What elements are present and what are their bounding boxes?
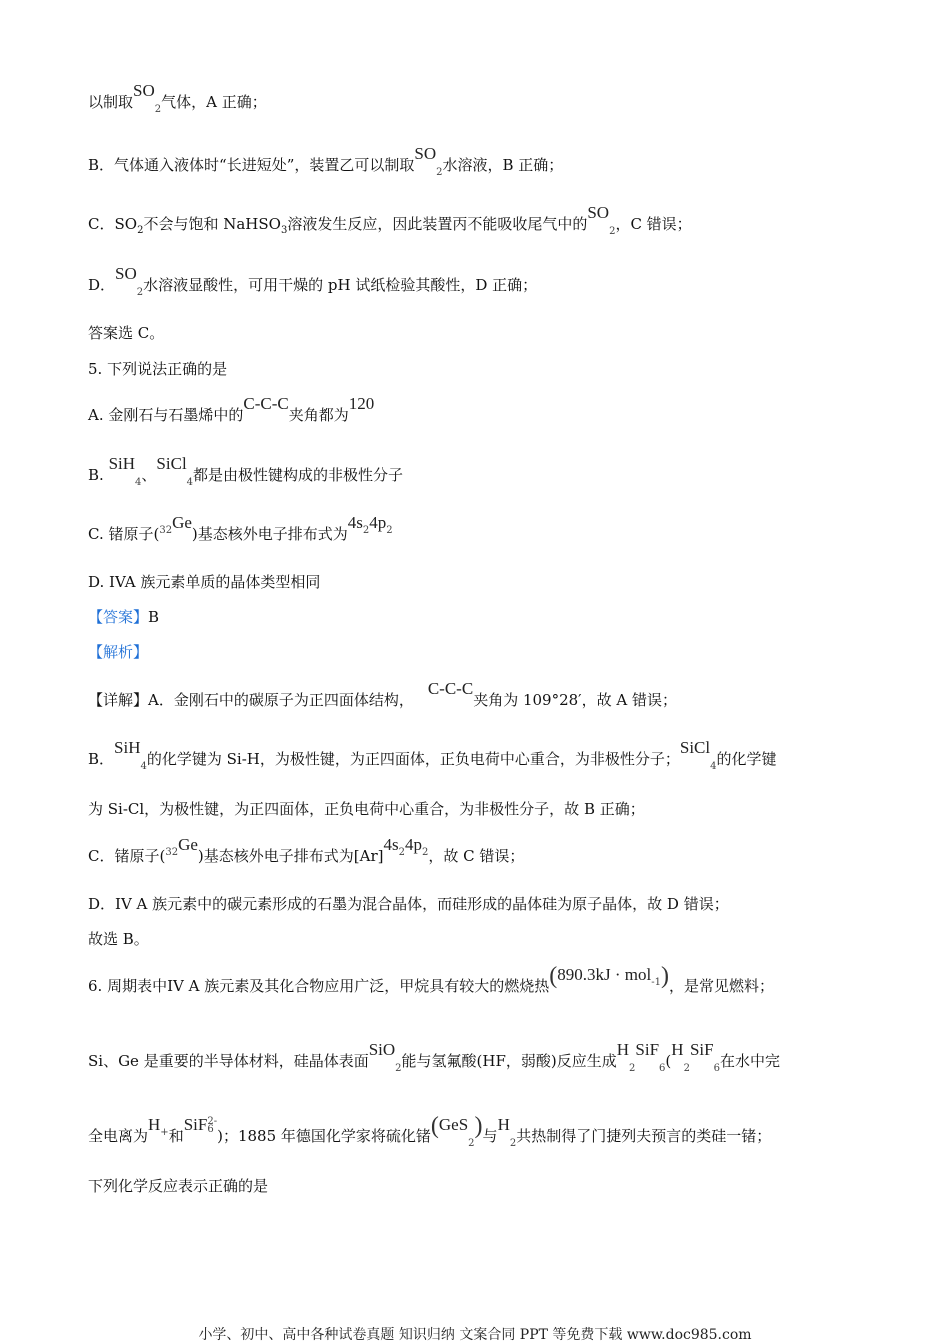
q4-line-c: C．$SO_2$不会与饱和 NaHSO$_3$溶液发生反应，因此装置丙不能吸收尾气中的$SO_2$，C 错误；: [88, 203, 692, 237]
q6-line-1: 6. 周期表中IV A 族元素及其化合物应用广泛，甲烷具有较大的燃烧热(890.3kJ · mol$^{-1}$)，是常见燃料；: [88, 963, 774, 995]
q5-detail-b1: B．SiH$_4$的化学键为 Si-H，为极性键，为正四面体，正负电荷中心重合，为非极性分子；SiCl$_4$的化学键: [88, 738, 777, 772]
answer-tag: 【答案】: [88, 608, 149, 626]
q5-option-b: B. SiH$_4$、SiCl$_4$都是由极性键构成的非极性分子: [88, 454, 404, 488]
q5-stem: 5. 下列说法正确的是: [88, 360, 228, 378]
q4-conclusion: 答案选 C。: [88, 324, 165, 342]
q5-conclusion: 故选 B。: [88, 930, 149, 948]
q6-line-4: 下列化学反应表示正确的是: [88, 1177, 269, 1195]
q5-detail-d: D．IV A 族元素中的碳元素形成的石墨为混合晶体，而硅形成的晶体硅为原子晶体，故 D 错误；: [88, 895, 729, 913]
q6-line-3: 全电离为H+和SiF 2- 6 )；1885 年德国化学家将硫化锗(GeS$_2$)与$H_2$共热制得了门捷列夫预言的类硅一锗；: [88, 1113, 772, 1149]
page-footer: 小学、初中、高中各种试卷真题 知识归纳 文案合同 PPT 等免费下载 www.doc985.com: [198, 1327, 752, 1343]
q6-line-2: Si、Ge 是重要的半导体材料，硅晶体表面SiO$_2$能与氢氟酸(HF，弱酸)反应生成$H_2SiF_6(H_2SiF_6$在水中完: [88, 1040, 780, 1074]
q5-option-a: A. 金刚石与石墨烯中的C-C-C夹角都为120: [88, 394, 375, 424]
q4-line-a: 以制取$SO_2$气体，A 正确；: [88, 81, 267, 115]
q4-line-b: B．气体通入液体时“长进短处”，装置乙可以制取$SO_2$水溶液，B 正确；: [88, 144, 564, 178]
q5-option-d: D. IVA 族元素单质的晶体类型相同: [88, 573, 321, 591]
q5-option-c: C. 锗原子($^{32}$Ge)基态核外电子排布式为$4s^24p^2$: [88, 513, 393, 543]
q5-detail-a: 【详解】A．金刚石中的碳原子为正四面体结构，C-C-C夹角为 109°28′，故 A 错误；: [88, 679, 677, 709]
q5-detail-b2: 为 Si-Cl，为极性键，为正四面体，正负电荷中心重合，为非极性分子，故 B 正确；: [88, 800, 645, 818]
q5-analysis-tag: 【解析】: [88, 643, 149, 661]
q5-detail-c: C．锗原子($^{32}$Ge)基态核外电子排布式为$[Ar]4s^24p^2$，故 C 错误；: [88, 835, 525, 865]
q5-answer: 【答案】B: [88, 608, 160, 626]
q4-line-d: D．$SO_2$水溶液显酸性，可用干燥的 pH 试纸检验其酸性，D 正确；: [88, 264, 538, 298]
